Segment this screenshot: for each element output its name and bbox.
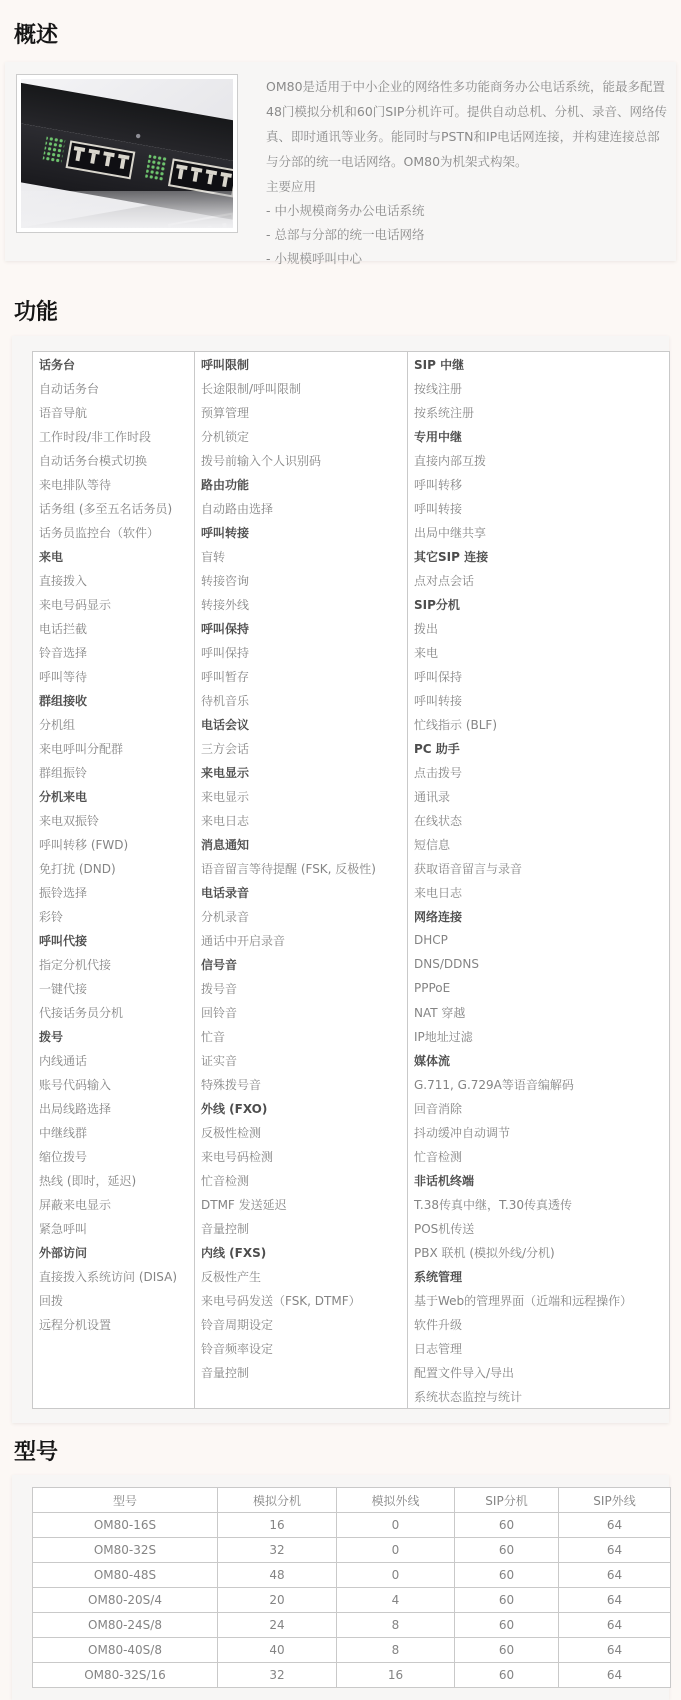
- feature-group-header: 消息通知: [195, 832, 408, 856]
- feature-row: [33, 760, 670, 784]
- section-title-overview: 概述: [14, 23, 59, 48]
- models-column-header: SIP外线: [559, 1488, 671, 1513]
- feature-item: 屏蔽来电显示: [39, 1197, 112, 1212]
- feature-item: G.711, G.729A等语音编解码: [408, 1072, 670, 1096]
- feature-item: [33, 1384, 195, 1409]
- feature-item: 出局中继共享: [408, 520, 670, 544]
- feature-item: 待机音乐: [195, 688, 408, 712]
- feature-item: 来电呼叫分配群: [39, 741, 124, 756]
- feature-item: DTMF 发送延迟: [195, 1192, 408, 1216]
- feature-row: [33, 496, 670, 520]
- feature-item: 紧急呼叫: [39, 1221, 88, 1236]
- features-table: [32, 351, 670, 1409]
- model-value: 64: [559, 1663, 671, 1688]
- feature-item: 代接话务员分机: [39, 1005, 124, 1020]
- feature-row: [33, 976, 670, 1000]
- feature-item: 铃音频率设定: [195, 1336, 408, 1360]
- feature-item: PBX 联机 (模拟外线/分机): [408, 1240, 670, 1264]
- feature-group-header: 系统管理: [408, 1264, 670, 1288]
- model-row: [33, 1588, 671, 1613]
- model-value: 16: [218, 1513, 337, 1538]
- models-column-header: 模拟外线: [337, 1488, 455, 1513]
- feature-row: [33, 784, 670, 808]
- feature-item: 彩铃: [39, 909, 64, 924]
- feature-item: 音量控制: [195, 1216, 408, 1240]
- feature-row: [33, 376, 670, 400]
- model-row: [33, 1513, 671, 1538]
- feature-item: 拨号音: [195, 976, 408, 1000]
- model-name: OM80-24S/8: [33, 1613, 218, 1638]
- model-value: 20: [218, 1588, 337, 1613]
- feature-item: 内线通话: [39, 1053, 88, 1068]
- feature-row: [33, 1288, 670, 1312]
- feature-item: 来电号码发送（FSK, DTMF）: [195, 1288, 408, 1312]
- model-name: OM80-32S/16: [33, 1663, 218, 1688]
- feature-item: [195, 1384, 408, 1409]
- feature-item: 软件升级: [408, 1312, 670, 1336]
- feature-row: [33, 1072, 670, 1096]
- feature-item: 基于Web的管理界面（近端和远程操作）: [408, 1288, 670, 1312]
- models-column-header: 型号: [33, 1488, 218, 1513]
- feature-row: [33, 904, 670, 928]
- feature-group-header: 媒体流: [408, 1048, 670, 1072]
- feature-group-header: SIP分机: [408, 592, 670, 616]
- feature-row: [33, 1096, 670, 1120]
- feature-row: [33, 1144, 670, 1168]
- section-title-features: 功能: [14, 300, 59, 325]
- model-value: 64: [559, 1513, 671, 1538]
- feature-item: 按系统注册: [408, 400, 670, 424]
- feature-row: [33, 736, 670, 760]
- feature-row: [33, 808, 670, 832]
- feature-item: 点对点会话: [408, 568, 670, 592]
- feature-item: NAT 穿越: [408, 1000, 670, 1024]
- feature-item: 话务组 (多至五名话务员): [39, 501, 173, 516]
- feature-row: [33, 1240, 670, 1264]
- feature-item: 来电显示: [195, 784, 408, 808]
- feature-item: 电话拦截: [39, 621, 88, 636]
- feature-item: 热线 (即时，延迟): [39, 1173, 137, 1188]
- model-value: 60: [455, 1588, 559, 1613]
- feature-item: IP地址过滤: [408, 1024, 670, 1048]
- feature-item: 呼叫转接: [408, 496, 670, 520]
- feature-item: 话务员监控台（软件）: [39, 525, 160, 540]
- feature-group-header: 专用中继: [408, 424, 670, 448]
- feature-item: 抖动缓冲自动调节: [408, 1120, 670, 1144]
- model-value: 0: [337, 1538, 455, 1563]
- feature-item: 分机锁定: [195, 424, 408, 448]
- feature-item: 来电日志: [195, 808, 408, 832]
- model-name: OM80-48S: [33, 1563, 218, 1588]
- model-value: 64: [559, 1563, 671, 1588]
- feature-item: 语音留言等待提醒 (FSK, 反极性): [195, 856, 408, 880]
- feature-row: [33, 688, 670, 712]
- feature-group-header: 外部访问: [39, 1245, 88, 1260]
- feature-item: 直接拨入: [39, 573, 88, 588]
- feature-row: [33, 832, 670, 856]
- feature-row: [33, 1312, 670, 1336]
- feature-row: [33, 592, 670, 616]
- feature-item: 转接外线: [195, 592, 408, 616]
- model-value: 64: [559, 1538, 671, 1563]
- feature-item: 语音导航: [39, 405, 88, 420]
- model-value: 64: [559, 1613, 671, 1638]
- feature-item: DNS/DDNS: [408, 952, 670, 976]
- feature-row: [33, 1024, 670, 1048]
- feature-row: [33, 472, 670, 496]
- feature-item: 免打扰 (DND): [39, 861, 116, 876]
- model-value: 60: [455, 1638, 559, 1663]
- feature-item: 长途限制/呼叫限制: [195, 376, 408, 400]
- feature-item: 工作时段/非工作时段: [39, 429, 152, 444]
- model-name: OM80-32S: [33, 1538, 218, 1563]
- feature-item: 来电: [408, 640, 670, 664]
- feature-item: 系统状态监控与统计: [408, 1384, 670, 1409]
- feature-row: [33, 1168, 670, 1192]
- feature-item: 分机组: [39, 717, 76, 732]
- feature-item: 回拨: [39, 1293, 64, 1308]
- feature-item: 自动话务台模式切换: [39, 453, 148, 468]
- feature-item: 音量控制: [195, 1360, 408, 1384]
- feature-group-header: 话务台: [39, 357, 76, 372]
- feature-item: PPPoE: [408, 976, 670, 1000]
- feature-item: 铃音周期设定: [195, 1312, 408, 1336]
- feature-group-header: 其它SIP 连接: [408, 544, 670, 568]
- model-value: 48: [218, 1563, 337, 1588]
- feature-group-header: 内线 (FXS): [195, 1240, 408, 1264]
- feature-item: 转接咨询: [195, 568, 408, 592]
- feature-group-header: 呼叫保持: [195, 616, 408, 640]
- section-title-models: 型号: [14, 1440, 59, 1465]
- models-panel: [12, 1475, 669, 1700]
- feature-item: 直接内部互拨: [408, 448, 670, 472]
- feature-item: 分机录音: [195, 904, 408, 928]
- model-value: 4: [337, 1588, 455, 1613]
- feature-item: 特殊拨号音: [195, 1072, 408, 1096]
- feature-item: 自动路由选择: [195, 496, 408, 520]
- product-photo: [16, 74, 238, 233]
- model-value: 60: [455, 1563, 559, 1588]
- feature-item: 来电排队等待: [39, 477, 112, 492]
- model-name: OM80-20S/4: [33, 1588, 218, 1613]
- models-column-header: SIP分机: [455, 1488, 559, 1513]
- feature-item: 呼叫保持: [195, 640, 408, 664]
- feature-item: 振铃选择: [39, 885, 88, 900]
- description-line: 48门模拟分机和60门SIP分机许可。提供自动总机、分机、录音、网络传: [266, 104, 667, 119]
- application-item: - 总部与分部的统一电话网络: [266, 227, 425, 242]
- feature-item: 通讯录: [408, 784, 670, 808]
- feature-row: [33, 568, 670, 592]
- feature-row: [33, 1360, 670, 1384]
- model-row: [33, 1538, 671, 1563]
- feature-group-header: SIP 中继: [408, 352, 670, 377]
- feature-item: 在线状态: [408, 808, 670, 832]
- feature-row: [33, 424, 670, 448]
- feature-item: 反极性产生: [195, 1264, 408, 1288]
- feature-item: T.38传真中继，T.30传真透传: [408, 1192, 670, 1216]
- feature-row: [33, 1264, 670, 1288]
- feature-row: [33, 712, 670, 736]
- feature-item: 拨出: [408, 616, 670, 640]
- feature-row: [33, 1048, 670, 1072]
- model-value: 8: [337, 1638, 455, 1663]
- features-table-body: [33, 352, 670, 1409]
- overview-panel: [5, 62, 676, 266]
- feature-group-header: 信号音: [195, 952, 408, 976]
- feature-item: [33, 1336, 195, 1360]
- feature-item: [33, 1360, 195, 1384]
- feature-item: 群组振铃: [39, 765, 88, 780]
- feature-item: 忙音: [195, 1024, 408, 1048]
- model-value: 32: [218, 1538, 337, 1563]
- feature-group-header: PC 助手: [408, 736, 670, 760]
- feature-row: [33, 616, 670, 640]
- feature-item: 缩位拨号: [39, 1149, 88, 1164]
- model-value: 60: [455, 1513, 559, 1538]
- application-item: - 小规模呼叫中心: [266, 251, 362, 266]
- feature-item: 回音消除: [408, 1096, 670, 1120]
- models-header-row: [33, 1488, 671, 1513]
- feature-row: [33, 400, 670, 424]
- description-line: 真、即时通讯等业务。能同时与PSTN和IP电话网连接，并构建连接总部: [266, 129, 660, 144]
- model-row: [33, 1663, 671, 1688]
- overview-description: [266, 74, 667, 271]
- feature-row: [33, 544, 670, 568]
- feature-row: [33, 448, 670, 472]
- model-value: 64: [559, 1638, 671, 1663]
- model-row: [33, 1563, 671, 1588]
- feature-row: [33, 928, 670, 952]
- feature-item: 呼叫保持: [408, 664, 670, 688]
- feature-row: [33, 1192, 670, 1216]
- feature-item: POS机传送: [408, 1216, 670, 1240]
- feature-group-header: 非话机终端: [408, 1168, 670, 1192]
- model-value: 24: [218, 1613, 337, 1638]
- feature-item: 点击拨号: [408, 760, 670, 784]
- model-value: 60: [455, 1663, 559, 1688]
- feature-group-header: 来电: [39, 549, 64, 564]
- feature-group-header: 网络连接: [408, 904, 670, 928]
- feature-row: [33, 880, 670, 904]
- feature-row: [33, 664, 670, 688]
- feature-item: 呼叫暂存: [195, 664, 408, 688]
- model-value: 16: [337, 1663, 455, 1688]
- feature-row: [33, 520, 670, 544]
- feature-item: 拨号前输入个人识别码: [195, 448, 408, 472]
- feature-item: 呼叫转接: [408, 688, 670, 712]
- feature-item: 证实音: [195, 1048, 408, 1072]
- feature-row: [33, 1000, 670, 1024]
- model-name: OM80-16S: [33, 1513, 218, 1538]
- feature-group-header: 电话会议: [195, 712, 408, 736]
- feature-group-header: 呼叫代接: [39, 933, 88, 948]
- feature-item: 自动话务台: [39, 381, 100, 396]
- model-value: 40: [218, 1638, 337, 1663]
- description-line: OM80是适用于中小企业的网络性多功能商务办公电话系统，能最多配置: [266, 79, 666, 94]
- feature-item: 出局线路选择: [39, 1101, 112, 1116]
- models-table-body: [33, 1513, 671, 1688]
- model-row: [33, 1613, 671, 1638]
- feature-item: 中继线群: [39, 1125, 88, 1140]
- feature-item: 盲转: [195, 544, 408, 568]
- model-value: 32: [218, 1663, 337, 1688]
- description-line: 与分部的统一电话网络。OM80为机架式构架。: [266, 154, 528, 169]
- application-item: - 中小规模商务办公电话系统: [266, 203, 425, 218]
- feature-item: 来电号码检测: [195, 1144, 408, 1168]
- feature-item: 回铃音: [195, 1000, 408, 1024]
- feature-item: 呼叫转移: [408, 472, 670, 496]
- feature-group-header: 呼叫限制: [195, 352, 408, 377]
- feature-item: 按线注册: [408, 376, 670, 400]
- main-applications-label: 主要应用: [266, 179, 317, 194]
- feature-group-header: 外线 (FXO): [195, 1096, 408, 1120]
- feature-group-header: 电话录音: [195, 880, 408, 904]
- feature-item: 忙音检测: [408, 1144, 670, 1168]
- feature-item: 账号代码输入: [39, 1077, 112, 1092]
- rack-device-image: [21, 79, 233, 228]
- feature-item: 忙音检测: [195, 1168, 408, 1192]
- model-name: OM80-40S/8: [33, 1638, 218, 1663]
- model-value: 60: [455, 1538, 559, 1563]
- model-value: 64: [559, 1588, 671, 1613]
- feature-row: [33, 1120, 670, 1144]
- feature-group-header: 路由功能: [195, 472, 408, 496]
- feature-item: 预算管理: [195, 400, 408, 424]
- feature-group-header: 来电显示: [195, 760, 408, 784]
- features-panel: [12, 336, 669, 1423]
- feature-item: 铃音选择: [39, 645, 88, 660]
- feature-item: 呼叫转移 (FWD): [39, 837, 129, 852]
- feature-row: [33, 1216, 670, 1240]
- feature-row: [33, 640, 670, 664]
- model-value: 8: [337, 1613, 455, 1638]
- models-column-header: 模拟分机: [218, 1488, 337, 1513]
- feature-item: 日志管理: [408, 1336, 670, 1360]
- feature-row: [33, 856, 670, 880]
- feature-item: 来电双振铃: [39, 813, 100, 828]
- feature-group-header: 群组接收: [39, 693, 88, 708]
- feature-row: [33, 952, 670, 976]
- feature-item: 短信息: [408, 832, 670, 856]
- feature-item: 反极性检测: [195, 1120, 408, 1144]
- model-value: 60: [455, 1613, 559, 1638]
- feature-row: [33, 1336, 670, 1360]
- feature-group-header: 呼叫转接: [195, 520, 408, 544]
- feature-item: 来电日志: [408, 880, 670, 904]
- model-value: 0: [337, 1513, 455, 1538]
- feature-item: 通话中开启录音: [195, 928, 408, 952]
- feature-item: 呼叫等待: [39, 669, 88, 684]
- feature-item: 来电号码显示: [39, 597, 112, 612]
- feature-item: 远程分机设置: [39, 1317, 112, 1332]
- feature-item: 三方会话: [195, 736, 408, 760]
- model-row: [33, 1638, 671, 1663]
- model-value: 0: [337, 1563, 455, 1588]
- feature-item: 直接拨入系统访问 (DISA): [39, 1269, 178, 1284]
- feature-item: 配置文件导入/导出: [408, 1360, 670, 1384]
- feature-group-header: 拨号: [39, 1029, 64, 1044]
- feature-item: 指定分机代接: [39, 957, 112, 972]
- feature-group-header: 分机来电: [39, 789, 88, 804]
- feature-item: DHCP: [408, 928, 670, 952]
- feature-row: [33, 352, 670, 377]
- feature-item: 一键代接: [39, 981, 88, 996]
- feature-item: 获取语音留言与录音: [408, 856, 670, 880]
- feature-item: 忙线指示 (BLF): [408, 712, 670, 736]
- models-table: [32, 1487, 671, 1688]
- feature-row: [33, 1384, 670, 1409]
